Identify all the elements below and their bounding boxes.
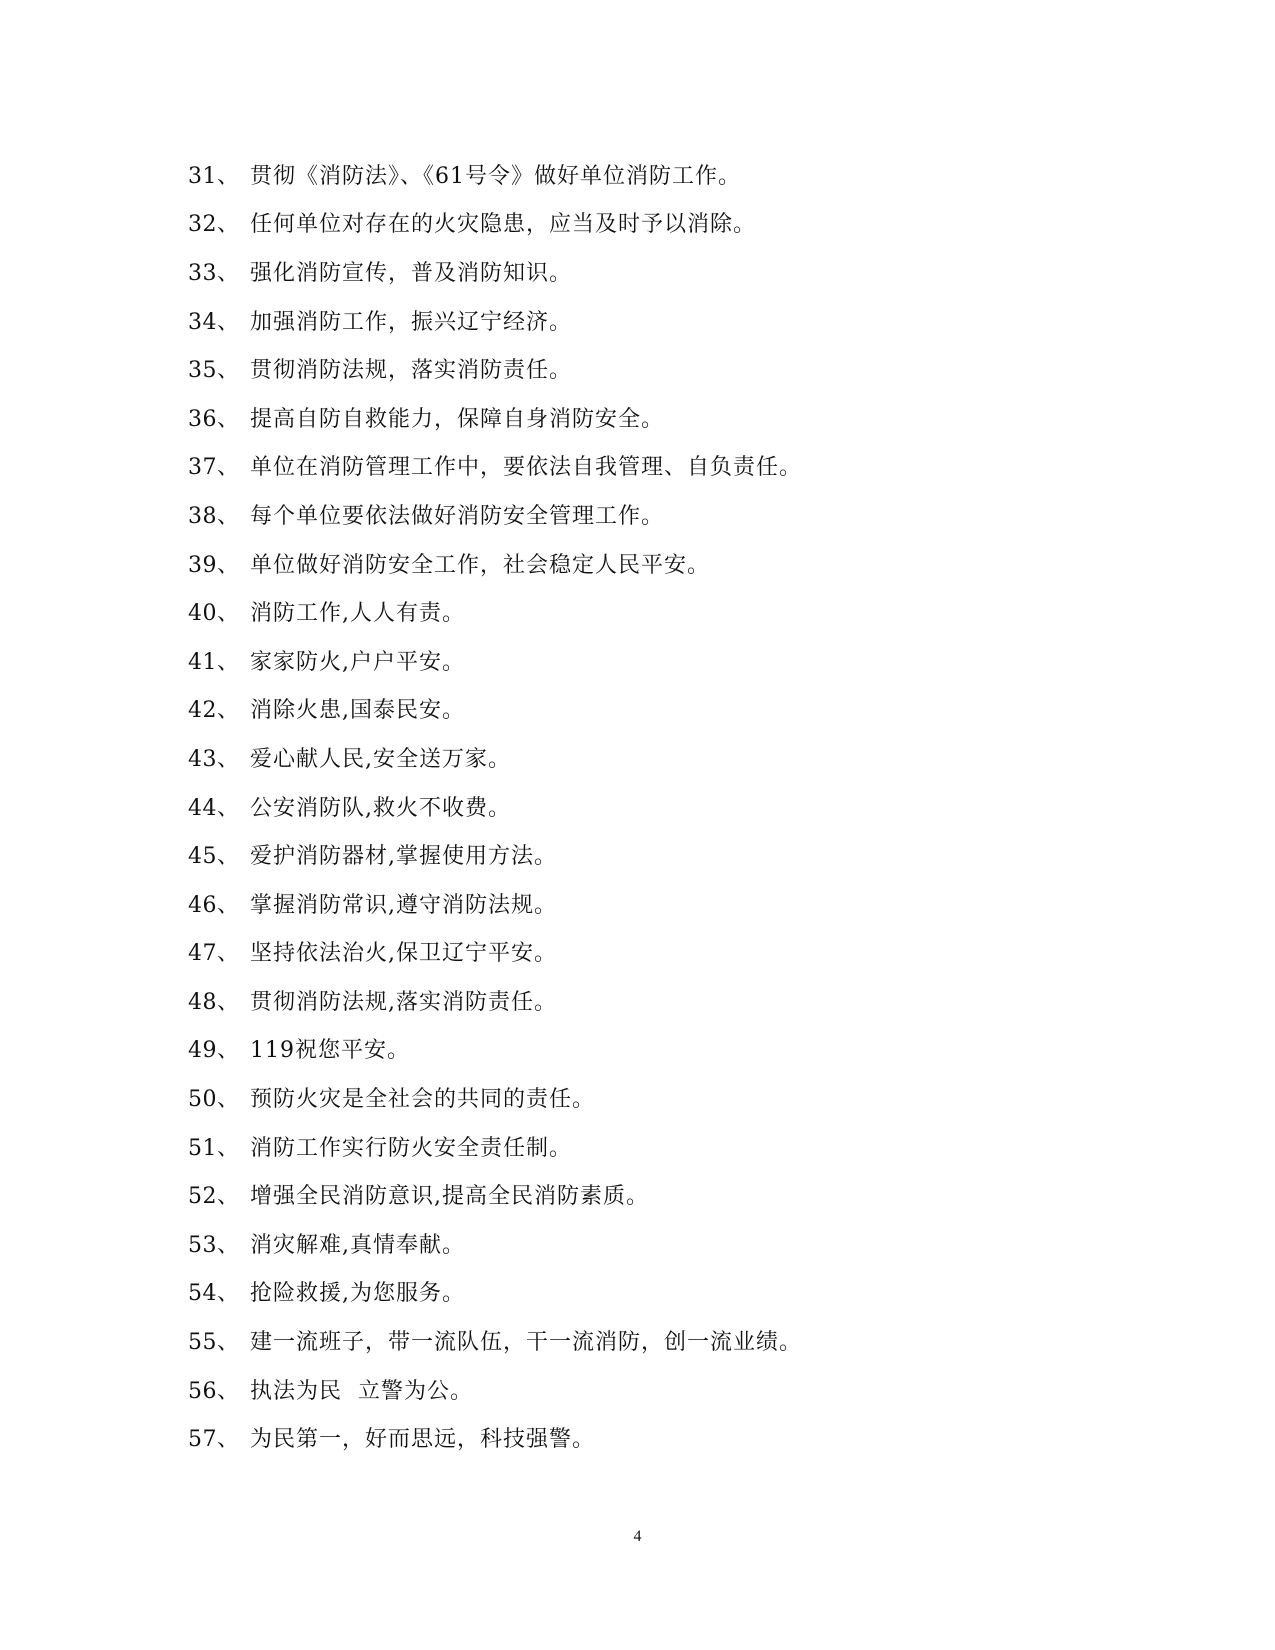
list-item (188, 1268, 1088, 1317)
item-text: 单位在消防管理工作中，要依法自我管理、自负责任。 (250, 455, 803, 481)
list-item (188, 636, 1088, 685)
list-item (188, 1122, 1088, 1171)
item-text: 爱心献人民,安全送万家。 (250, 746, 511, 772)
item-text: 掌握消防常识,遵守消防法规。 (250, 892, 557, 918)
item-number: 45、 (188, 844, 240, 870)
list-item (188, 928, 1088, 977)
item-number: 31、 (188, 163, 240, 189)
item-number: 38、 (188, 503, 240, 529)
item-text: 执法为民 立警为公。 (250, 1378, 473, 1404)
item-number: 36、 (188, 406, 240, 432)
list-item (188, 830, 1088, 879)
item-text: 提高自防自救能力，保障自身消防安全。 (250, 406, 665, 432)
item-number: 53、 (188, 1232, 240, 1258)
list-item (188, 393, 1088, 442)
list-item (188, 539, 1088, 588)
list-item (188, 1316, 1088, 1365)
list-item (188, 733, 1088, 782)
item-number: 50、 (188, 1087, 240, 1113)
item-text: 建一流班子，带一流队伍，干一流消防，创一流业绩。 (250, 1330, 803, 1356)
list-item (188, 782, 1088, 831)
item-text: 贯彻《消防法》、《61号令》做好单位消防工作。 (250, 163, 741, 189)
list-item (188, 150, 1088, 199)
slogan-list (188, 150, 1088, 1462)
list-item (188, 344, 1088, 393)
item-number: 44、 (188, 795, 240, 821)
item-number: 32、 (188, 212, 240, 238)
item-number: 57、 (188, 1427, 240, 1453)
list-item (188, 1365, 1088, 1414)
item-text: 119祝您平安。 (250, 1038, 410, 1064)
item-number: 41、 (188, 649, 240, 675)
item-text: 消防工作,人人有责。 (250, 601, 465, 627)
list-item (188, 490, 1088, 539)
list-item (188, 587, 1088, 636)
list-item (188, 976, 1088, 1025)
item-number: 34、 (188, 309, 240, 335)
item-text: 家家防火,户户平安。 (250, 649, 465, 675)
item-text: 预防火灾是全社会的共同的责任。 (250, 1087, 596, 1113)
item-text: 爱护消防器材,掌握使用方法。 (250, 844, 557, 870)
item-text: 贯彻消防法规，落实消防责任。 (250, 358, 573, 384)
item-text: 消除火患,国泰民安。 (250, 698, 465, 724)
list-item (188, 1025, 1088, 1074)
item-number: 43、 (188, 746, 240, 772)
list-item (188, 442, 1088, 491)
item-text: 每个单位要依法做好消防安全管理工作。 (250, 503, 665, 529)
list-item (188, 1073, 1088, 1122)
item-number: 39、 (188, 552, 240, 578)
list-item (188, 1219, 1088, 1268)
item-number: 40、 (188, 601, 240, 627)
item-number: 54、 (188, 1281, 240, 1307)
page-number: 4 (633, 1528, 642, 1545)
item-number: 35、 (188, 358, 240, 384)
item-number: 56、 (188, 1378, 240, 1404)
list-item (188, 1413, 1088, 1462)
item-number: 47、 (188, 941, 240, 967)
item-number: 49、 (188, 1038, 240, 1064)
item-text: 任何单位对存在的火灾隐患，应当及时予以消除。 (250, 212, 757, 238)
item-number: 37、 (188, 455, 240, 481)
list-item (188, 1170, 1088, 1219)
list-item (188, 685, 1088, 734)
item-number: 48、 (188, 989, 240, 1015)
item-number: 42、 (188, 698, 240, 724)
item-text: 增强全民消防意识,提高全民消防素质。 (250, 1184, 649, 1210)
item-text: 坚持依法治火,保卫辽宁平安。 (250, 941, 557, 967)
item-text: 消灾解难,真情奉献。 (250, 1232, 465, 1258)
item-text: 为民第一，好而思远，科技强警。 (250, 1427, 596, 1453)
item-text: 强化消防宣传，普及消防知识。 (250, 260, 573, 286)
item-number: 52、 (188, 1184, 240, 1210)
item-text: 加强消防工作，振兴辽宁经济。 (250, 309, 573, 335)
list-item (188, 199, 1088, 248)
item-number: 55、 (188, 1330, 240, 1356)
item-text: 单位做好消防安全工作，社会稳定人民平安。 (250, 552, 711, 578)
item-text: 抢险救援,为您服务。 (250, 1281, 465, 1307)
item-number: 46、 (188, 892, 240, 918)
item-number: 33、 (188, 260, 240, 286)
list-item (188, 879, 1088, 928)
list-item (188, 296, 1088, 345)
list-item (188, 247, 1088, 296)
item-number: 51、 (188, 1135, 240, 1161)
item-text: 消防工作实行防火安全责任制。 (250, 1135, 573, 1161)
item-text: 公安消防队,救火不收费。 (250, 795, 511, 821)
item-text: 贯彻消防法规,落实消防责任。 (250, 989, 557, 1015)
